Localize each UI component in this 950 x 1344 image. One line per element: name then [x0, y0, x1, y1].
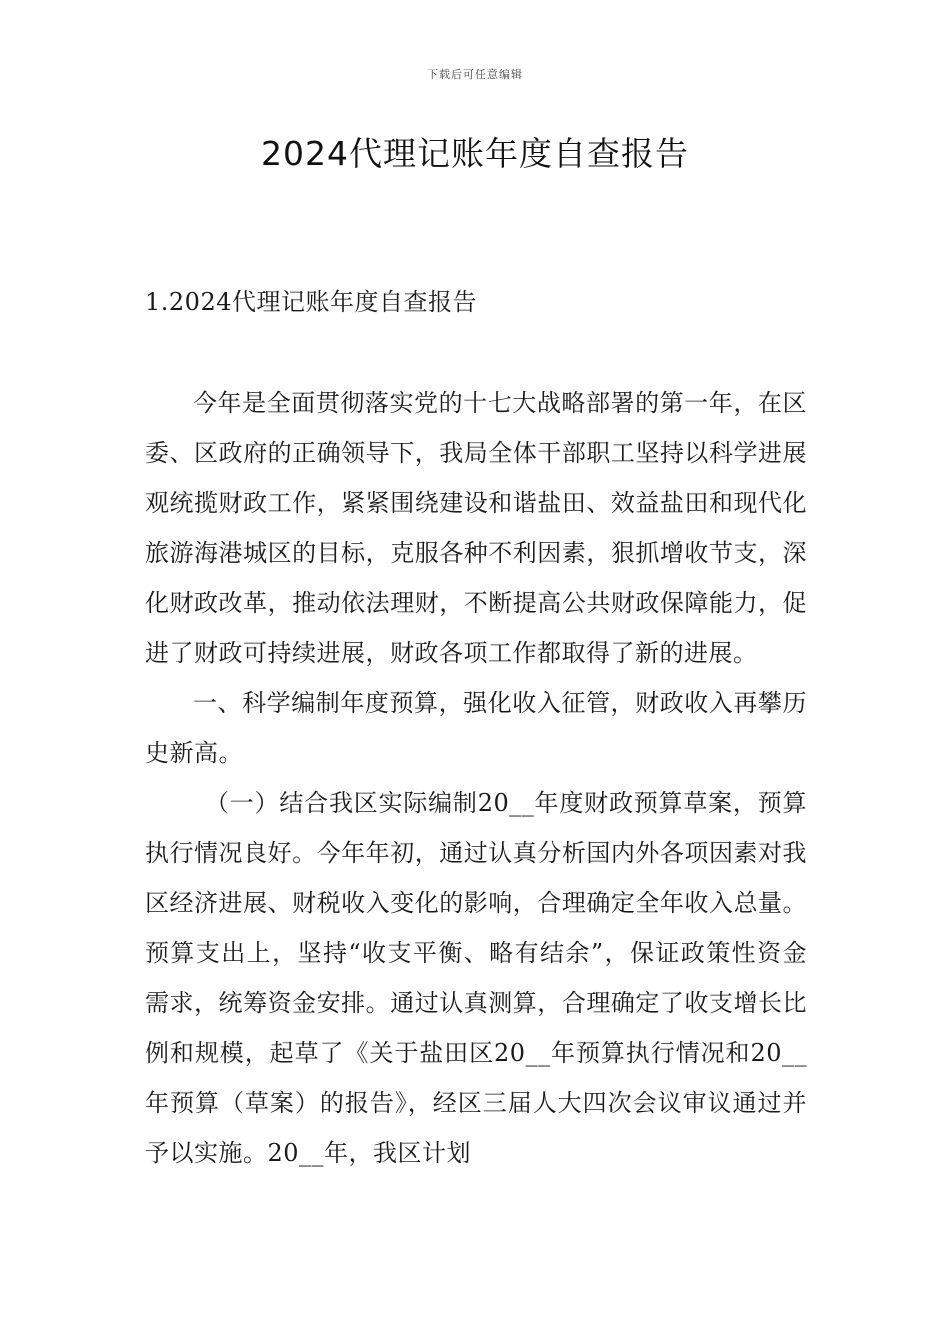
- document-title: 2024代理记账年度自查报告: [261, 134, 689, 173]
- paragraph-subsection-one: （一）结合我区实际编制20__年度财政预算草案，预算执行情况良好。今年年初，通过认真分析国内外各项因素对我区经济进展、财税收入变化的影响，合理确定全年收入总量。预算支出上，坚持“收支平衡、略有结余”，保证政策性资金需求，统筹资金安排。通过认真测算，合理确定了收支增长比例和规模，起草了《关于盐田区20__年预算执行情况和20__年预算（草案）的报告》，经区三届人大四次会议审议通过并予以实施。20__年，我区计划: [145, 789, 807, 1167]
- page-header-note: 下载后可任意编辑: [427, 68, 523, 81]
- paragraph-heading-one: 一、科学编制年度预算，强化收入征管，财政收入再攀历史新高。: [145, 689, 807, 767]
- paragraph-intro: 今年是全面贯彻落实党的十七大战略部署的第一年，在区委、区政府的正确领导下，我局全体干部职工坚持以科学进展观统揽财政工作，紧紧围绕建设和谐盐田、效益盐田和现代化旅游海港城区的目标，克服各种不利因素，狠抓增收节支，深化财政改革，推动依法理财，不断提高公共财政保障能力，促进了财政可持续进展，财政各项工作都取得了新的进展。: [145, 389, 807, 667]
- section-heading: 1.2024代理记账年度自查报告: [145, 288, 477, 316]
- document-body: [145, 378, 807, 1178]
